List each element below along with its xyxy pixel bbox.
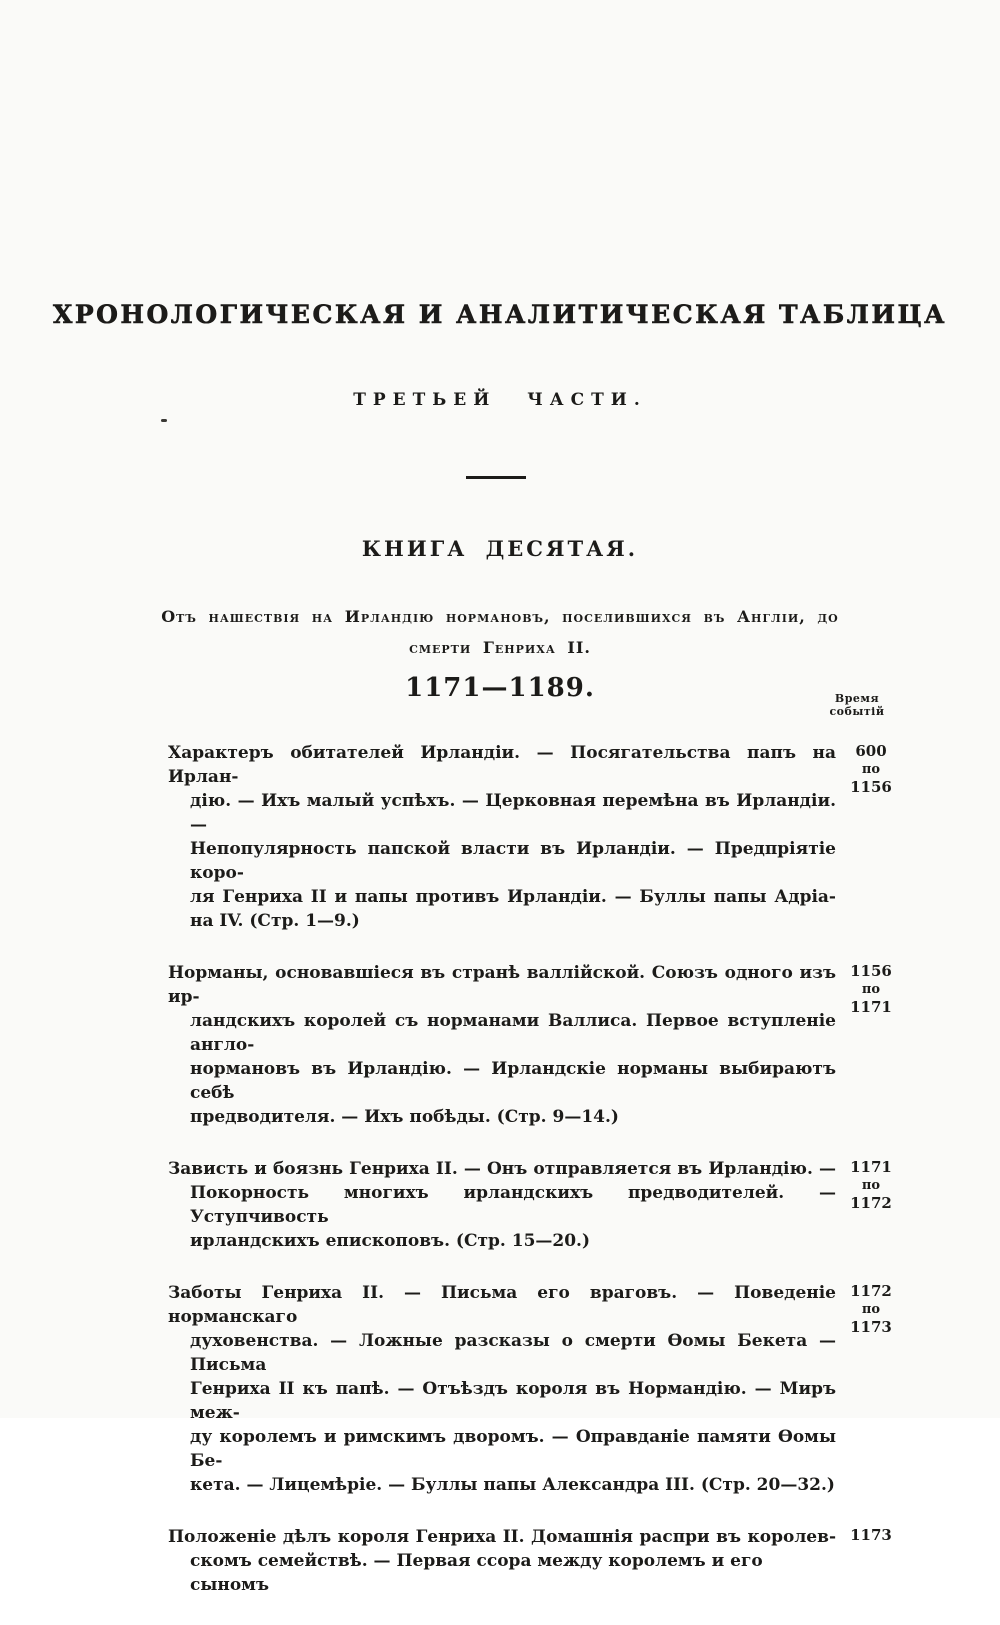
margin-date-range (840, 1526, 902, 1545)
toc-entry (168, 1281, 892, 1497)
toc-entry-line: духовенства. — Ложные разсказы о смерти Ѳомы Бекета — Письма (190, 1331, 836, 1375)
book-scope-line-2: смерти Генриха II. (409, 638, 591, 657)
book-heading: КНИГА ДЕСЯТАЯ. (361, 536, 639, 561)
toc-entry (168, 961, 892, 1129)
toc-entry-line: на IV. (Стр. 1—9.) (190, 911, 360, 931)
toc-entry-line: ля Генриха II и папы противъ Ирландіи. — Буллы папы Адріа- (190, 887, 836, 907)
toc-entry-line: предводителя. — Ихъ побѣды. (Стр. 9—14.) (190, 1107, 619, 1127)
margin-date-link: по (861, 1178, 881, 1193)
margin-header-line-2: событій (829, 705, 885, 718)
margin-date-from: 1173 (850, 1526, 892, 1544)
margin-date-to: 1172 (850, 1194, 892, 1212)
section-divider-rule (466, 476, 526, 479)
toc-entry-line: Генриха II къ папѣ. — Отъѣздъ короля въ Нормандію. — Миръ меж- (190, 1379, 836, 1423)
table-of-contents (168, 741, 892, 1625)
toc-entry-line: ирландскихъ епископовъ. (Стр. 15—20.) (190, 1231, 591, 1251)
toc-entry-line: ландскихъ королей съ норманами Валлиса. Первое вступленіе англо- (190, 1011, 836, 1055)
margin-date-from: 600 (855, 742, 887, 760)
margin-date-link: по (861, 1302, 881, 1317)
book-scope-subheading (150, 601, 850, 663)
toc-entry-line: Характеръ обитателей Ирландіи. — Посягательства папъ на Ирлан- (168, 743, 836, 787)
margin-date-range (840, 742, 902, 797)
margin-date-to: 1156 (850, 778, 892, 796)
toc-entry-line: Покорность многихъ ирландскихъ предводителей. — Уступчивость (190, 1183, 836, 1227)
toc-entry (168, 741, 892, 933)
toc-entry-line: Зависть и боязнь Генриха II. — Онъ отправляется въ Ирландію. — (168, 1159, 836, 1179)
toc-entry-line: кета. — Лицемѣріе. — Буллы папы Александра III. (Стр. 20—32.) (190, 1475, 835, 1495)
margin-header-line-1: Время (834, 692, 880, 705)
page-title: ХРОНОЛОГИЧЕСКАЯ И АНАЛИТИЧЕСКАЯ ТАБЛИЦА (52, 300, 948, 329)
margin-date-range (840, 1282, 902, 1337)
toc-entry-line: Заботы Генриха II. — Письма его враговъ. — Поведеніе норманскаго (168, 1283, 836, 1327)
part-subtitle: ТРЕТЬЕЙ ЧАСТИ. (353, 390, 647, 410)
toc-entry-line: нормановъ въ Ирландію. — Ирландскіе норманы выбираютъ себѣ (190, 1059, 836, 1103)
margin-date-from: 1156 (850, 962, 892, 980)
margin-date-to: 1173 (850, 1318, 892, 1336)
toc-entry-line: Положеніе дѣлъ короля Генриха II. Домашнія распри въ королев- (168, 1527, 836, 1547)
margin-date-range (840, 1158, 902, 1213)
margin-column-header (824, 692, 890, 718)
toc-entry-line: ду королемъ и римскимъ дворомъ. — Оправданіе памяти Ѳомы Бе- (190, 1427, 836, 1471)
toc-entry-line: Норманы, основавшіеся въ странѣ валлійской. Союзъ одного изъ ир- (168, 963, 836, 1007)
toc-entry (168, 1157, 892, 1253)
ink-speck (161, 419, 167, 422)
toc-entry-line: скомъ семействѣ. — Первая ссора между королемъ и его сыномъ (190, 1551, 763, 1595)
year-range-heading: 1171—1189. (405, 673, 595, 703)
margin-date-from: 1171 (850, 1158, 892, 1176)
margin-date-from: 1172 (850, 1282, 892, 1300)
book-scope-line-1: Отъ нашествія на Ирландію нормановъ, поселившихся въ Англіи, до (161, 607, 839, 626)
margin-date-range (840, 962, 902, 1017)
margin-date-link: по (861, 982, 881, 997)
toc-entry (168, 1525, 892, 1597)
margin-date-link: по (861, 762, 881, 777)
toc-entry-line: дію. — Ихъ малый успѣхъ. — Церковная перемѣна въ Ирландіи. — (190, 791, 836, 835)
toc-entry-line: Непопулярность папской власти въ Ирландіи. — Предпріятіе коро- (190, 839, 836, 883)
margin-date-to: 1171 (850, 998, 892, 1016)
